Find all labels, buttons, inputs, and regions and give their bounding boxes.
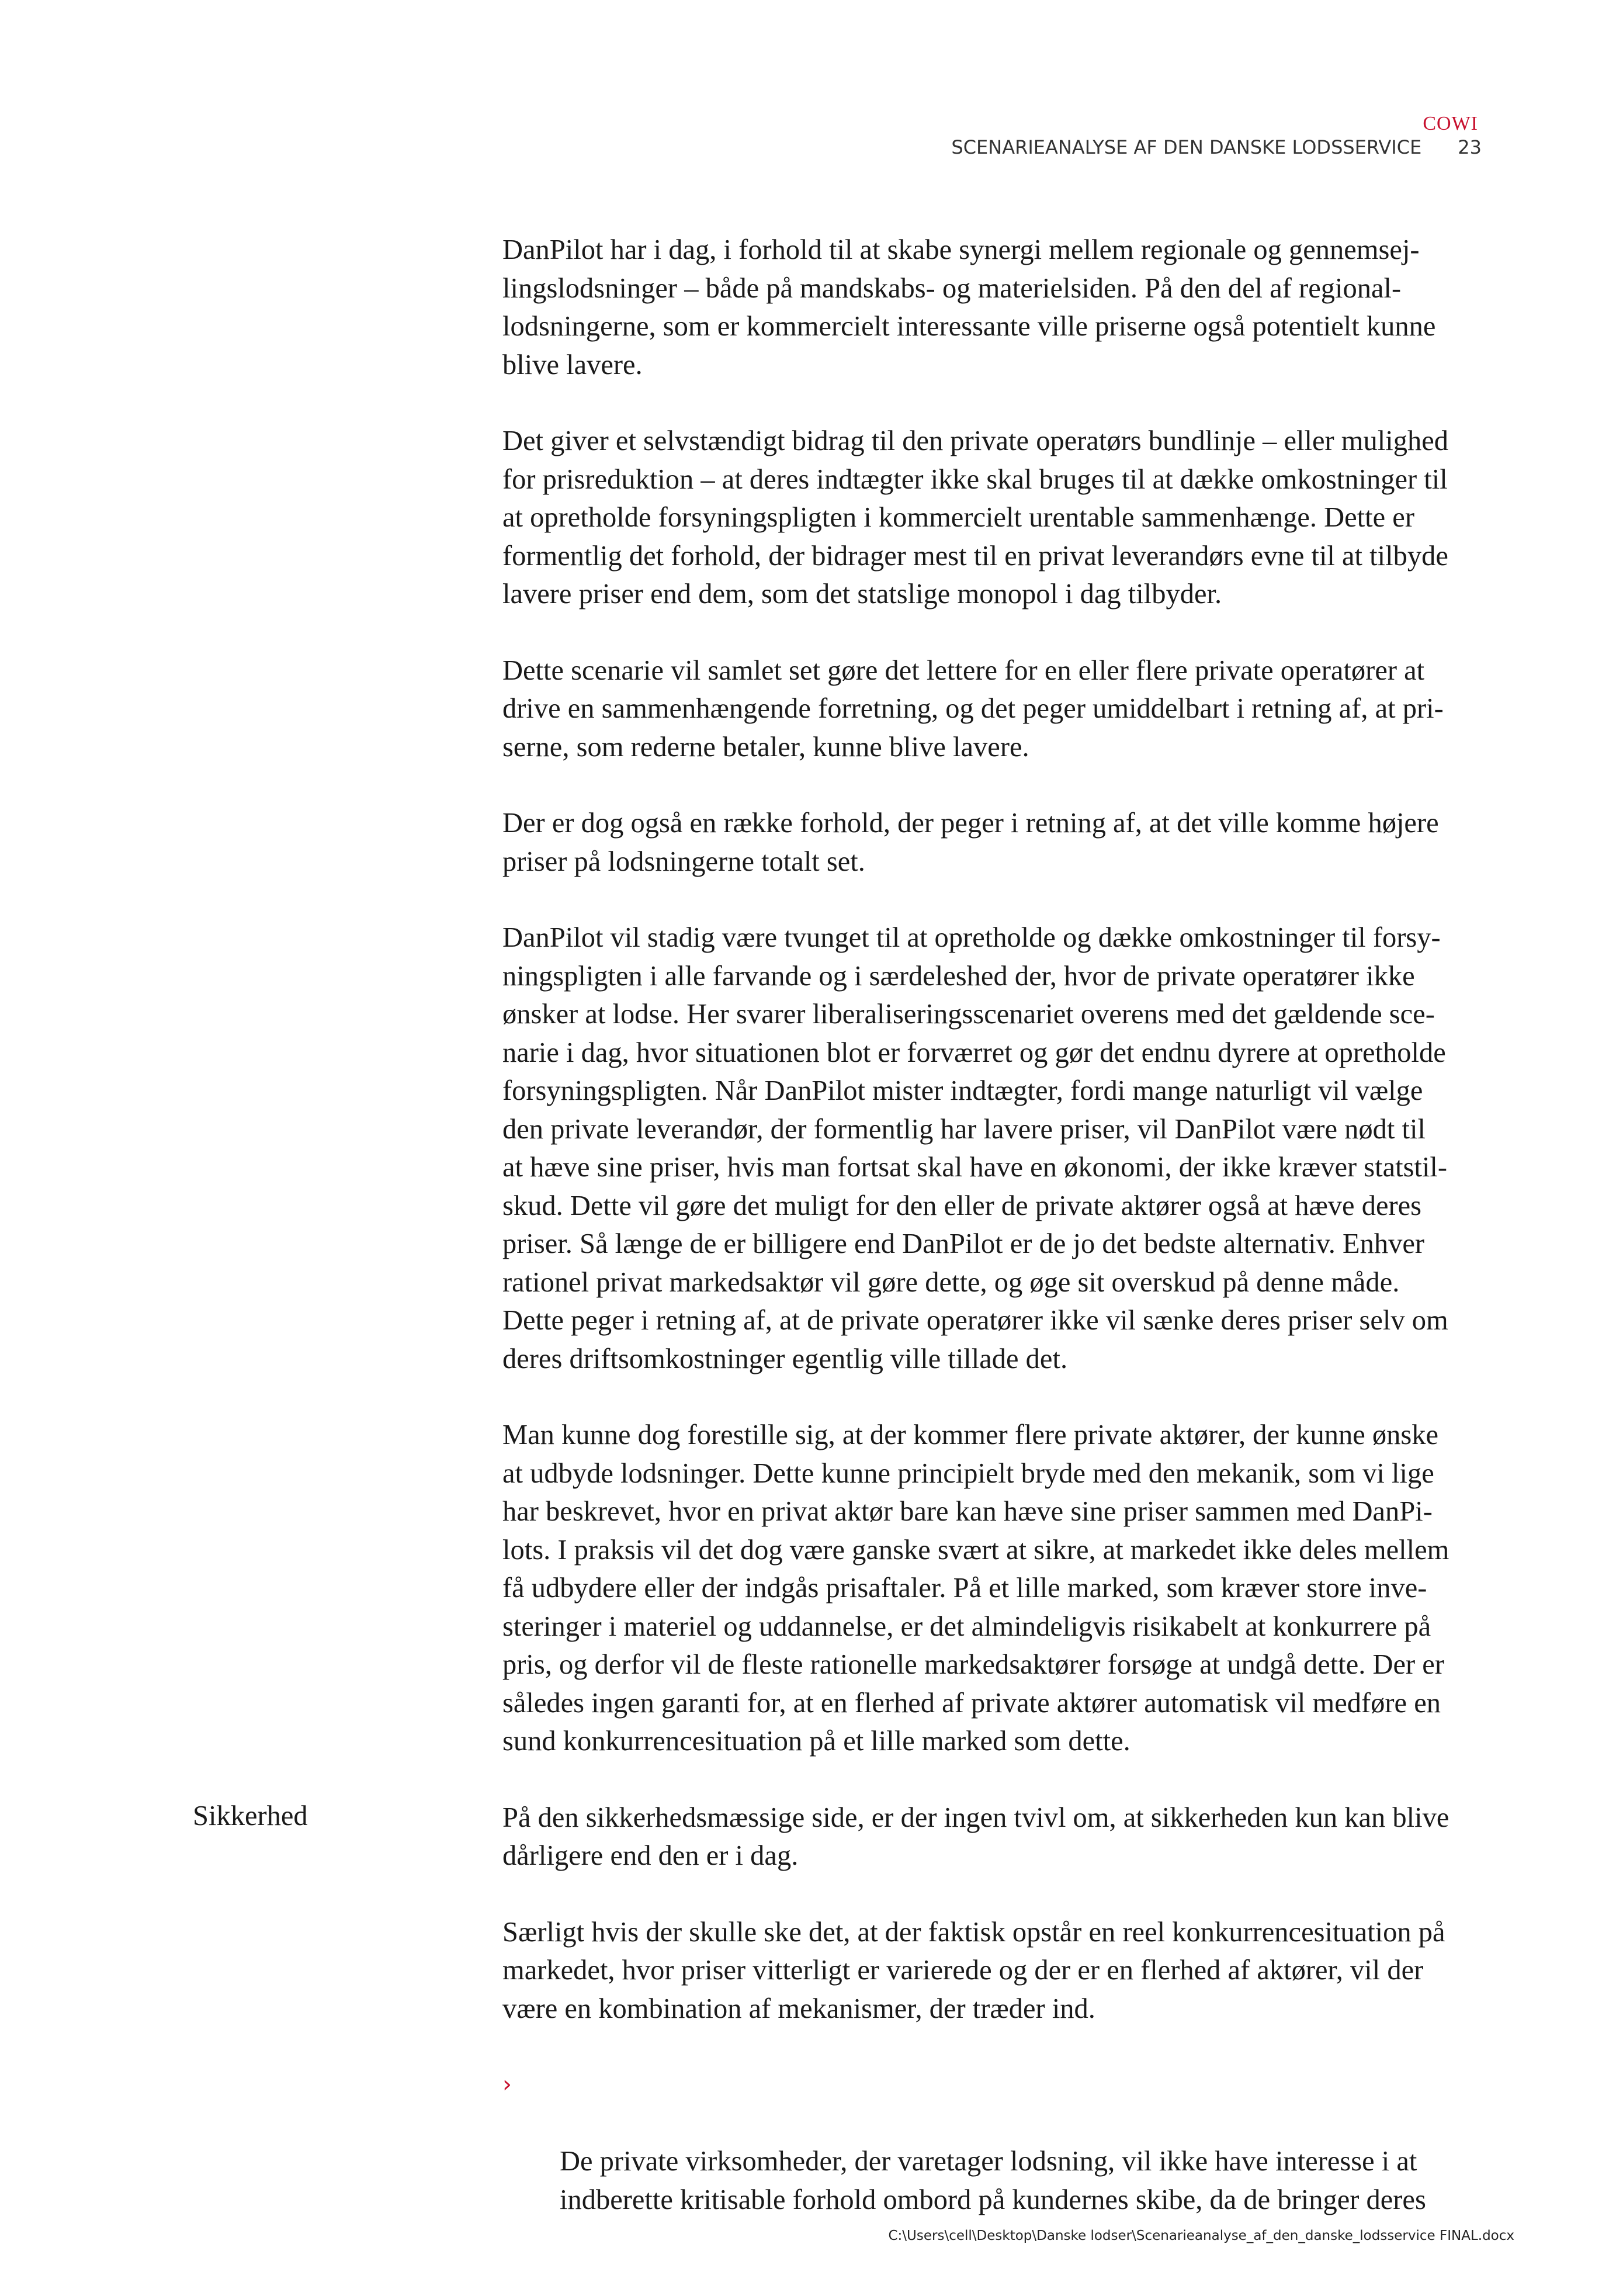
- bullet-text: De private virksomheder, der varetager lodsning, vil ikke have interesse i at indberette kritisable forhold ombord på kundernes skibe, da de bringer deres: [560, 2146, 1426, 2215]
- document-title: SCENARIEANALYSE AF DEN DANSKE LODSSERVICE: [951, 136, 1422, 158]
- chevron-right-icon: ›: [502, 2071, 512, 2098]
- paragraph: Særligt hvis der skulle ske det, at der faktisk opstår en reel konkurrencesituation på markedet, hvor priser vitterligt er varierede og der er en flerhed af aktører, vil der være en kombination af mekanismer, der træder ind.: [502, 1916, 1445, 2024]
- paragraph: På den sikkerhedsmæssige side, er der ingen tvivl om, at sikkerheden kun kan blive dårligere end den er i dag.: [502, 1802, 1449, 1871]
- paragraph: Der er dog også en række forhold, der peger i retning af, at det ville komme højere priser på lodsningerne totalt set.: [502, 808, 1439, 877]
- body-text: [502, 231, 1519, 2219]
- footer-file-path: C:\Users\cell\Desktop\Danske lodser\Scenarieanalyse_af_den_danske_lodsservice FINAL.docx: [888, 2228, 1514, 2243]
- paragraph: DanPilot har i dag, i forhold til at skabe synergi mellem regionale og gennemsej- lingslodsninger – både på mandskabs- og materielsiden. På den del af regional- lodsningerne, som er kommercielt interessante ville priserne også potentielt kunne blive lavere.: [502, 234, 1436, 380]
- section-side-label: Sikkerhed: [193, 1800, 308, 1831]
- paragraph: DanPilot vil stadig være tvunget til at opretholde og dække omkostninger til forsy- ningspligten i alle farvande og i særdeleshed der, hvor de private operatører ikke ønsker at lodse. Her svarer liberaliseringsscenariet overens med det gældende sce- narie i dag, hvor situationen blot er forværret og gør det endnu dyrere at opretholde forsyningspligten. Når DanPilot mister indtægter, fordi mange naturligt vil vælge den private leverandør, der formentlig har lavere priser, vil DanPilot være nødt til at hæve sine priser, hvis man fortsat skal have en økonomi, der ikke kræver statstil- skud. Dette vil gøre det muligt for den eller de private aktører også at hæve deres priser. Så længe de er billigere end DanPilot er de jo det bedste alternativ. Enhver rationel privat markedsaktør vil gøre dette, og øge sit overskud på denne måde. Dette peger i retning af, at de private operatører ikke vil sænke deres priser selv om deres driftsomkostninger egentlig ville tillade det.: [502, 922, 1448, 1374]
- running-header: [951, 136, 1482, 158]
- paragraph: Man kunne dog forestille sig, at der kommer flere private aktører, der kunne ønske at udbyde lodsninger. Dette kunne principielt bryde med den mekanik, som vi lige har beskrevet, hvor en privat aktør bare kan hæve sine priser sammen med DanPi- lots. I praksis vil det dog være ganske svært at sikre, at markedet ikke deles mellem få udbydere eller der indgås prisaftaler. På et lille marked, som kræver store inve- steringer i materiel og uddannelse, er det almindeligvis risikabelt at konkurrere på pris, og derfor vil de fleste rationelle markedsaktører forsøge at undgå dette. Der er således ingen garanti for, at en flerhed af private aktører automatisk vil medføre en sund konkurrencesituation på et lille marked som dette.: [502, 1419, 1449, 1757]
- paragraph: Dette scenarie vil samlet set gøre det lettere for en eller flere private operatører at drive en sammenhængende forretning, og det peger umiddelbart i retning af, at pri- serne, som rederne betaler, kunne blive lavere.: [502, 654, 1444, 763]
- bullet-item: [502, 2066, 1519, 2219]
- paragraph: Det giver et selvstændigt bidrag til den private operatørs bundlinje – eller mulighed for prisreduktion – at deres indtægter ikke skal bruges til at dække omkostninger til at opretholde forsyningspligten i kommercielt urentable sammenhænge. Dette er formentlig det forhold, der bidrager mest til en privat leverandørs evne til at tilbyde lavere priser end dem, som det statslige monopol i dag tilbyder.: [502, 425, 1448, 610]
- page-number: 23: [1458, 136, 1482, 158]
- cowi-logo: COWI: [1423, 113, 1478, 134]
